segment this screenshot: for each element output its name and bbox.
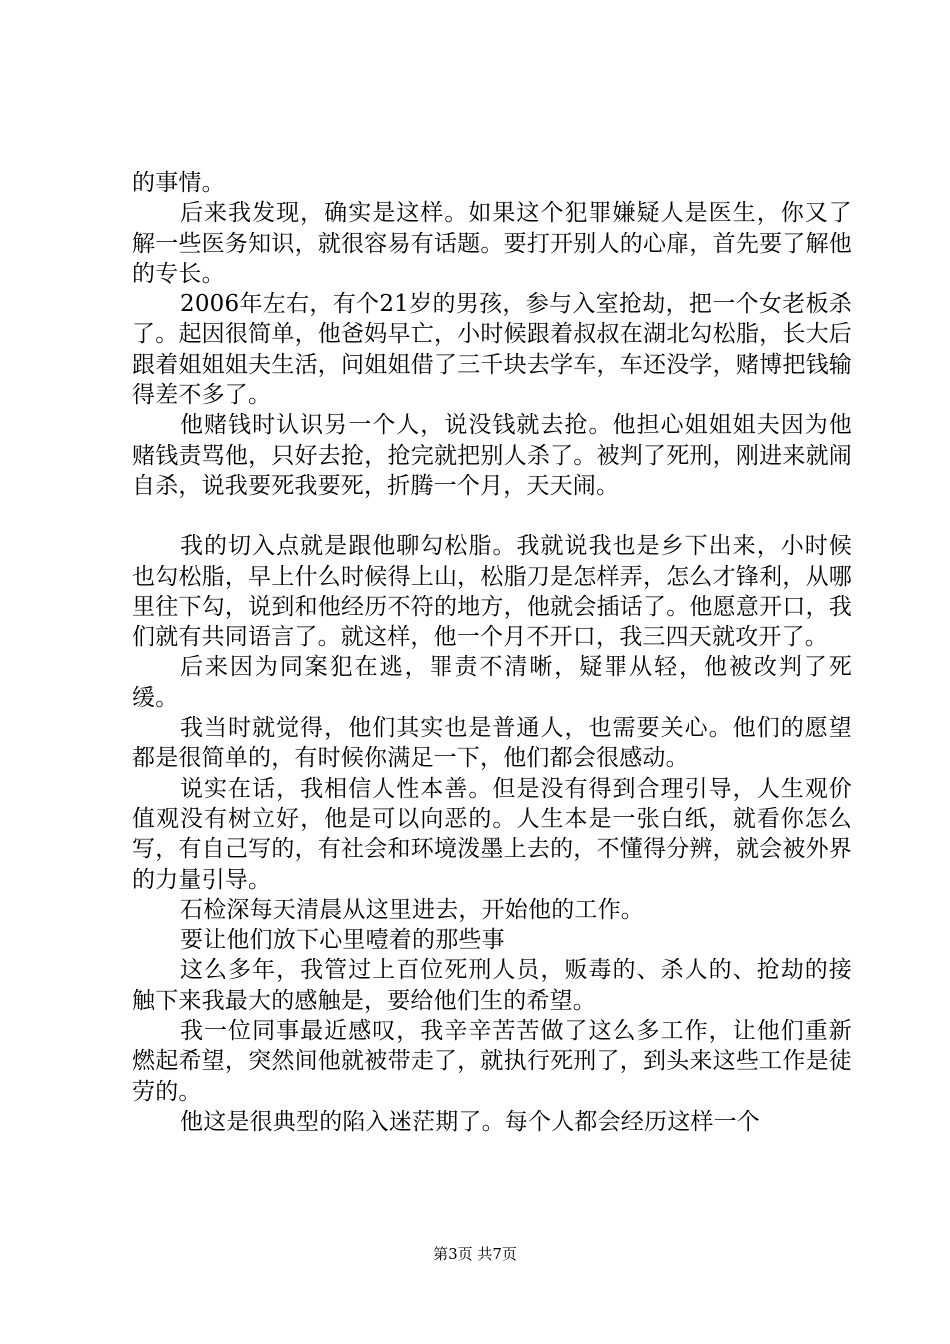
- paragraph: 后来我发现，确实是这样。如果这个犯罪嫌疑人是医生，你又了解一些医务知识，就很容易有话题。要打开别人的心扉，首先要了解他的专长。: [132, 200, 852, 287]
- paragraph: 石检深每天清晨从这里进去，开始他的工作。: [180, 896, 644, 923]
- paragraph: 他这是很典型的陷入迷茫期了。每个人都会经历这样一个: [180, 1108, 760, 1135]
- paragraph: 我当时就觉得，他们其实也是普通人，也需要关心。他们的愿望都是很简单的，有时候你满足一下，他们都会很感动。: [132, 715, 852, 772]
- paragraph: 说实在话，我相信人性本善。但是没有得到合理引导，人生观价值观没有树立好，他是可以向恶的。人生本是一张白纸，就看你怎么写，有自己写的，有社会和环境泼墨上去的，不懂得分辨，就会被外界的力量引导。: [132, 775, 852, 893]
- paragraph: 后来因为同案犯在逃，罪责不清晰，疑罪从轻，他被改判了死缓。: [132, 654, 852, 711]
- paragraph: 我一位同事最近感叹，我辛辛苦苦做了这么多工作，让他们重新燃起希望，突然间他就被带走了，就执行死刑了，到头来这些工作是徒劳的。: [132, 1018, 852, 1105]
- paragraph: 这么多年，我管过上百位死刑人员，贩毒的、杀人的、抢劫的接触下来我最大的感触是，要给他们生的希望。: [132, 957, 852, 1014]
- paragraph: 的事情。: [132, 170, 225, 196]
- paragraph: 他赌钱时认识另一个人，说没钱就去抢。他担心姐姐姐夫因为他赌钱责骂他，只好去抢，抢完就把别人杀了。被判了死刑，刚进来就闹自杀，说我要死我要死，折腾一个月，天天闹。: [132, 412, 852, 499]
- section-heading: 要让他们放下心里噎着的那些事: [180, 927, 505, 954]
- document-body: [132, 168, 852, 1137]
- page-number-footer: 第3页 共7页: [433, 1245, 517, 1263]
- paragraph: 我的切入点就是跟他聊勾松脂。我就说我也是乡下出来，小时候也勾松脂，早上什么时候得上山，松脂刀是怎样弄，怎么才锋利，从哪里往下勾，说到和他经历不符的地方，他就会插话了。他愿意开口，我们就有共同语言了。就这样，他一个月不开口，我三四天就攻开了。: [132, 533, 852, 651]
- paragraph: 2006年左右，有个21岁的男孩，参与入室抢劫，把一个女老板杀了。起因很简单，他爸妈早亡，小时候跟着叔叔在湖北勾松脂，长大后跟着姐姐姐夫生活，问姐姐借了三千块去学车，车还没学，赌博把钱输得差不多了。: [132, 291, 852, 409]
